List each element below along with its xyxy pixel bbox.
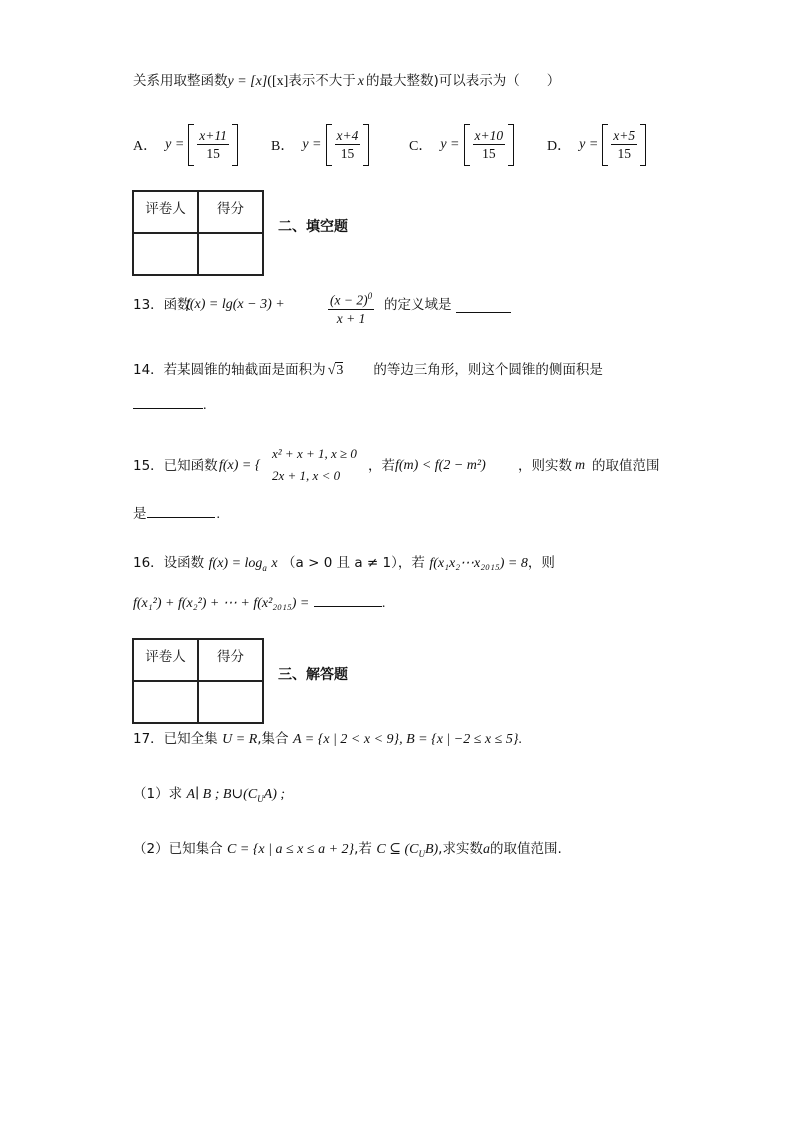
question-17-stem: 17．已知全集 U = R,集合 A = {x | 2 < x < 9}, B = {x | −2 ≤ x ≤ 5}. <box>133 731 522 747</box>
option-d-fraction: $\frac{x+5}{15}$ <box>613 128 636 161</box>
question-17-part-1: （1）求 A∣ B ; $B\cup(C_UA)$ ; <box>133 786 286 804</box>
score-header: 得分 <box>198 191 263 233</box>
option-a-fraction: $\frac{x+11}{15}$ <box>199 128 227 161</box>
question-14-line-1: 14．若某圆锥的轴截面是面积为 √3 的等边三角形，则这个圆锥的侧面积是 <box>133 362 603 378</box>
option-a[interactable]: A． y = $\frac{x+11}{15}$ <box>133 124 238 166</box>
grader-cell[interactable] <box>133 681 198 723</box>
q12-stem: 关系用取整函数y = [x]([x]表示不大于 x 的最大整数)可以表示为（ ） <box>133 73 561 89</box>
question-17-part-2: （2）已知集合 C = {x | a ≤ x ≤ a + 2},若 C ⊆ $(C_UB)$,求实数a的取值范围. <box>133 841 562 859</box>
q15-answer-blank[interactable] <box>147 505 215 518</box>
grader-header: 评卷人 <box>133 639 198 681</box>
score-cell[interactable] <box>198 681 263 723</box>
question-16-line-2: f(x₁²) + f(x₂²) + ⋯ + f(x²₂₀₁₅) = . <box>133 596 386 611</box>
q16-answer-blank[interactable] <box>314 594 382 607</box>
score-cell[interactable] <box>198 233 263 275</box>
question-14-line-2: . <box>133 396 207 415</box>
score-header: 得分 <box>198 639 263 681</box>
option-b-fraction: $\frac{x+4}{15}$ <box>336 128 359 161</box>
q13-answer-blank[interactable] <box>456 300 511 313</box>
section-fill-in-title: 二、填空题 <box>278 219 348 235</box>
option-c-fraction: $\frac{x+10}{15}$ <box>474 128 504 161</box>
sqrt-3: √3 <box>327 363 344 378</box>
section-answer-title: 三、解答题 <box>278 667 348 683</box>
option-d[interactable]: D． y = $\frac{x+5}{15}$ <box>547 124 646 166</box>
grader-header: 评卷人 <box>133 191 198 233</box>
score-table-2 <box>132 638 264 724</box>
option-b[interactable]: B． y = $\frac{x+4}{15}$ <box>271 124 369 166</box>
grader-cell[interactable] <box>133 233 198 275</box>
question-15-line-2: 是 . <box>133 506 220 522</box>
score-table-1 <box>132 190 264 276</box>
q14-answer-blank[interactable] <box>133 396 203 409</box>
q13-fraction: $(x - 2)^0$ x + 1 <box>328 288 374 328</box>
question-16-line-1: 16．设函数 $f(x) = \log_a x$ （a > 0 且 a ≠ 1），若 f(x₁x₂⋯x₂₀₁₅) = 8，则 <box>133 555 555 573</box>
option-c[interactable]: C． y = $\frac{x+10}{15}$ <box>409 124 514 166</box>
